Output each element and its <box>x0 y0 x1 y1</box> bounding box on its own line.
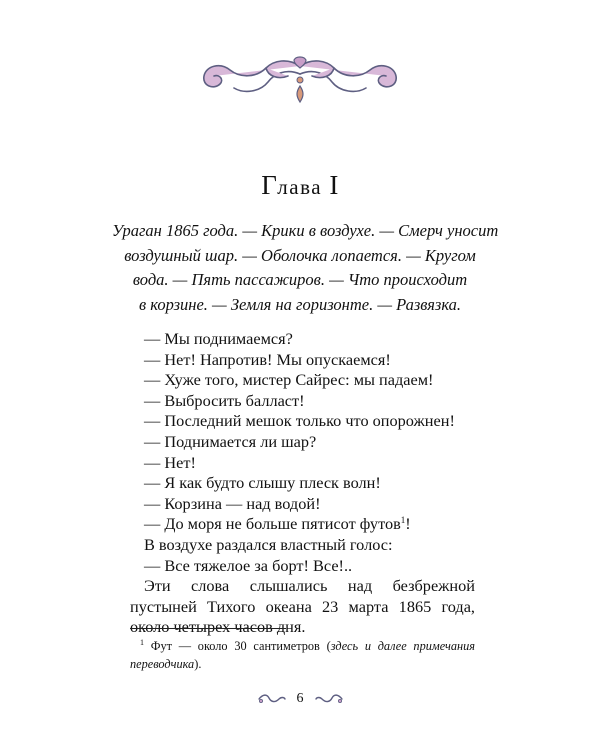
dialogue-line: — Выбросить балласт! <box>144 390 305 410</box>
footnote-mark: 1 <box>140 638 144 647</box>
scroll-ornament-icon <box>196 54 404 106</box>
page-number-row <box>0 688 600 710</box>
dialogue-line: — Я как будто слышу плеск волн! <box>144 473 381 493</box>
page-number: 6 <box>296 691 304 706</box>
summary-line: вода. — Пять пассажиров. — Что происходит <box>132 270 468 289</box>
sea-line-tail: ! <box>405 514 411 534</box>
body-text <box>130 329 475 638</box>
narration-paragraph: Эти слова слышались над безбрежной пустыней Тихого океана 23 марта 1865 года, около четырех часов дня. <box>130 576 475 637</box>
footnote-end: ). <box>194 657 202 671</box>
footnote-reference[interactable]: 1 <box>400 515 406 526</box>
dialogue-line: — Поднимается ли шар? <box>144 431 317 451</box>
swirl-right-icon <box>314 693 344 705</box>
chapter-summary <box>112 219 499 317</box>
chapter-title <box>0 170 600 201</box>
dialogue-line: — Хуже того, мистер Сайрес: мы падаем! <box>144 370 434 390</box>
dialogue-line: — Все тяжелое за борт! Все!.. <box>144 555 353 575</box>
chapter-word-rest: лава <box>277 175 323 199</box>
dialogue-line: — Нет! <box>144 452 196 472</box>
dialogue-line: — Последний мешок только что опорожнен! <box>144 411 455 431</box>
footnote-text: Фут — около 30 сантиметров ( <box>150 639 331 653</box>
dialogue-line: — Корзина — над водой! <box>144 493 321 513</box>
chapter-word-initial: Г <box>261 170 278 200</box>
dialogue-line: — Мы поднимаемся? <box>144 329 293 348</box>
footnote-rule <box>130 628 286 629</box>
chapter-numeral: I <box>329 170 339 200</box>
summary-line: воздушный шар. — Оболочка лопается. — Кругом <box>124 245 476 265</box>
footnote <box>130 637 475 673</box>
dialogue-line-footnoted <box>130 514 475 535</box>
swirl-left-icon <box>257 693 287 705</box>
dialogue-line: — Нет! Напротив! Мы опускаемся! <box>144 349 391 369</box>
narration-line: В воздухе раздался властный голос: <box>144 534 393 554</box>
footnote-italic: здесь и далее примечания переводчика <box>130 639 475 671</box>
summary-line: в корзине. — Земля на горизонте. — Развязка. <box>138 294 462 314</box>
sea-line-text: — До моря не больше пятисот футов <box>144 514 401 534</box>
summary-line: Ураган 1865 года. — Крики в воздухе. — Смерч уносит <box>112 221 499 240</box>
